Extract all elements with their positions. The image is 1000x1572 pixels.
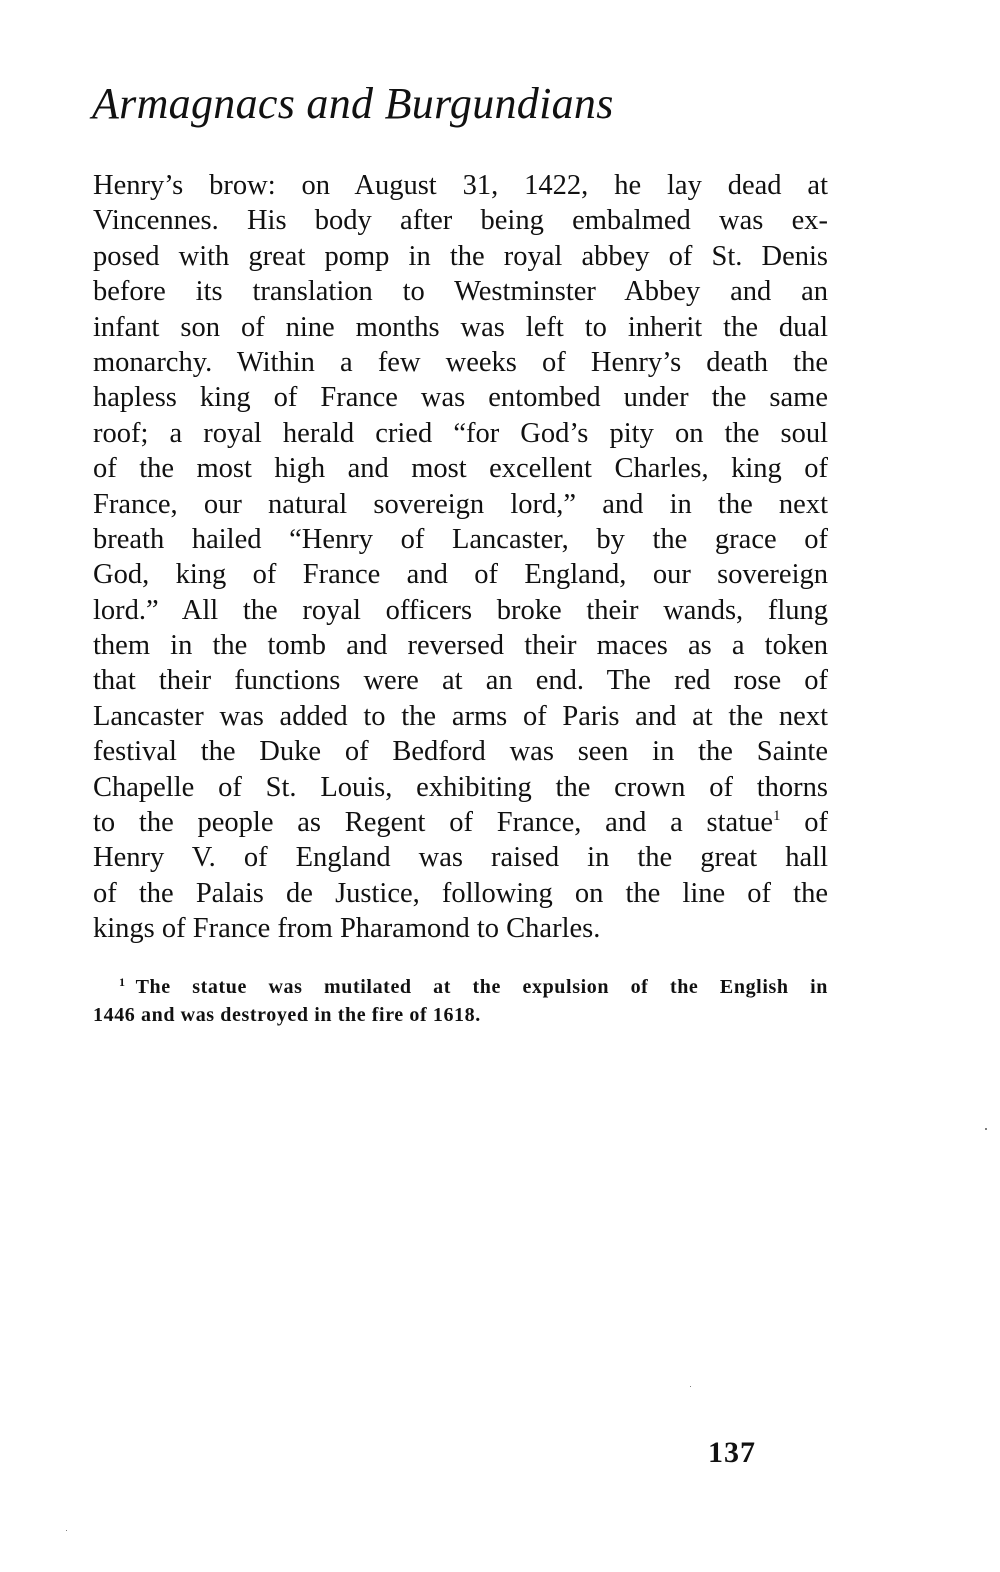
footnote-text: The statue was mutilated at the expulsion of the English in [135, 976, 828, 998]
body-line: Chapelle of St. Louis, exhibiting the crown of thorns [93, 771, 828, 803]
body-line-with-footnote-ref [93, 805, 828, 840]
footnote-line: 1446 and was destroyed in the fire of 1618. [93, 1004, 481, 1026]
body-line: God, king of France and of England, our sovereign [93, 559, 828, 591]
body-line: France, our natural sovereign lord,” and in the next [93, 488, 828, 520]
footnote-reference: 1 [772, 808, 781, 825]
footnote-line [93, 973, 828, 1001]
print-speck [66, 1530, 67, 1531]
body-line: of the most high and most excellent Charles, king of [93, 453, 828, 485]
page-number: 137 [708, 1436, 756, 1469]
footnote-marker: 1 [119, 975, 126, 989]
body-line: posed with great pomp in the royal abbey of St. Denis [93, 240, 828, 272]
body-line: kings of France from Pharamond to Charles. [93, 913, 601, 945]
print-speck [690, 1386, 691, 1387]
body-line-text: to the people as Regent of France, and a statue [93, 807, 773, 839]
body-line: of the Palais de Justice, following on the line of the [93, 877, 828, 909]
body-line: roof; a royal herald cried “for God’s pity on the soul [93, 417, 828, 449]
body-line: that their functions were at an end. The red rose of [93, 665, 828, 697]
running-head: Armagnacs and Burgundians [92, 79, 614, 128]
body-line: infant son of nine months was left to inherit the dual [93, 311, 828, 343]
body-line: Henry V. of England was raised in the great hall [93, 842, 828, 874]
body-line: monarchy. Within a few weeks of Henry’s death the [93, 346, 828, 378]
body-text [93, 168, 828, 947]
body-line: Lancaster was added to the arms of Paris and at the next [93, 700, 828, 732]
body-line: Vincennes. His body after being embalmed was ex- [93, 205, 828, 237]
body-line: hapless king of France was entombed under the same [93, 382, 828, 414]
body-line: Henry’s brow: on August 31, 1422, he lay dead at [93, 170, 828, 201]
body-line-tail: of [804, 807, 828, 839]
body-line: breath hailed “Henry of Lancaster, by the grace of [93, 523, 828, 555]
body-line: before its translation to Westminster Abbey and an [93, 276, 828, 308]
body-line: lord.” All the royal officers broke their wands, flung [93, 594, 828, 626]
body-line: them in the tomb and reversed their maces as a token [93, 630, 828, 662]
body-line: festival the Duke of Bedford was seen in the Sainte [93, 736, 828, 768]
footnote [93, 973, 828, 1029]
print-speck [985, 1128, 987, 1130]
